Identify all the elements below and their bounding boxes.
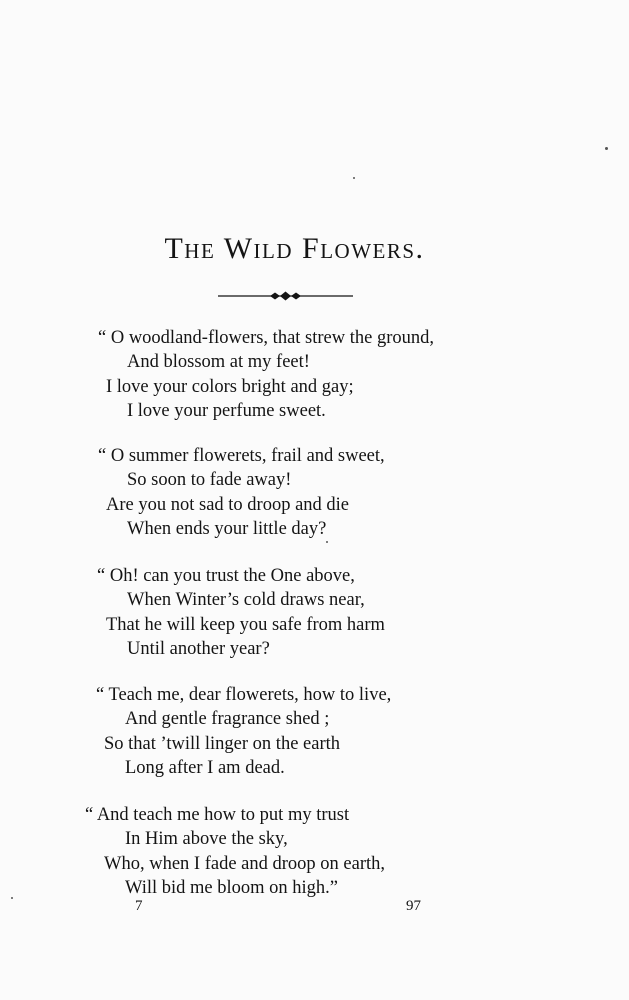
poem-line: Long after I am dead. [125, 757, 285, 778]
poem-line: “ Teach me, dear flowerets, how to live, [96, 685, 392, 705]
poem-line: When ends your little day? [127, 518, 327, 539]
poem-line: And gentle fragrance shed ; [125, 709, 330, 730]
poem-line: So that ’twill linger on the earth [104, 733, 341, 754]
poem-line: “ Oh! can you trust the One above, [97, 566, 355, 586]
poem-line: Until another year? [127, 638, 270, 659]
poem-line: Will bid me bloom on high.” [125, 877, 339, 898]
poem-line: Are you not sad to droop and die [106, 494, 350, 515]
poem-line: And blossom at my feet! [127, 352, 310, 373]
poem-line: I love your perfume sweet. [127, 400, 326, 421]
stanza-1 [98, 326, 434, 423]
stanza-4 [96, 683, 392, 780]
signature-mark: 7 [135, 898, 143, 914]
poem-line: “ O woodland-flowers, that strew the ground, [98, 328, 434, 348]
poem-line: “ And teach me how to put my trust [85, 805, 350, 825]
paper-speck [326, 541, 328, 543]
poem-title: The Wild Flowers. [164, 232, 425, 265]
stanza-5 [85, 803, 385, 900]
page-number: 97 [406, 898, 421, 914]
poem-line: In Him above the sky, [125, 829, 288, 850]
poem-line: “ O summer flowerets, frail and sweet, [98, 446, 385, 466]
paper-speck [11, 897, 13, 899]
stanza-2 [98, 444, 385, 541]
paper-speck [353, 177, 355, 179]
poem-line: Who, when I fade and droop on earth, [104, 853, 385, 874]
paper-speck [605, 147, 608, 150]
poem-line: That he will keep you safe from harm [106, 614, 385, 635]
poem-line: So soon to fade away! [127, 470, 292, 491]
poem-line: When Winter’s cold draws near, [127, 590, 365, 611]
stanza-3 [97, 564, 385, 661]
poem-line: I love your colors bright and gay; [106, 376, 354, 397]
title-ornament-divider [218, 290, 353, 302]
